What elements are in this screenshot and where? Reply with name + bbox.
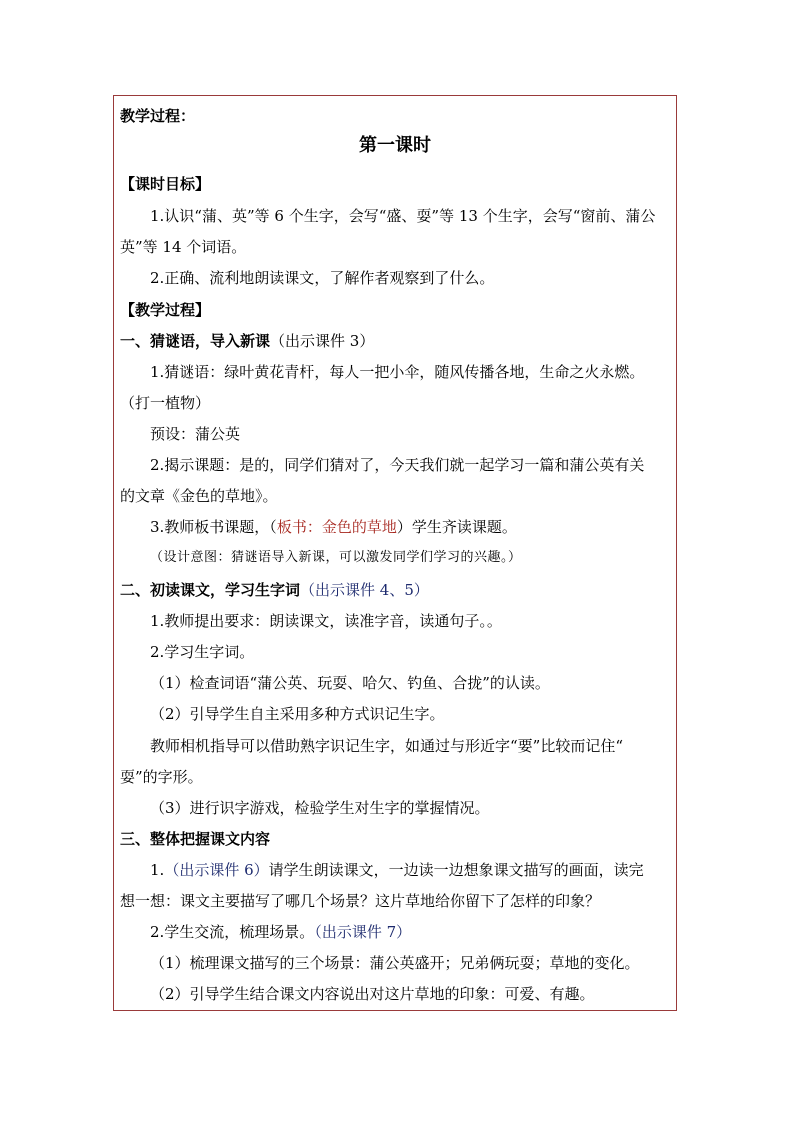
sec1-line-1a: 1.猜谜语：绿叶黄花青杆，每人一把小伞，随风传播各地，生命之火永燃。 (150, 363, 645, 381)
sec3-step-1: （1）梳理课文描写的三个场景：蒲公英盛开；兄弟俩玩耍；草地的变化。 (150, 954, 640, 972)
sec1-line-2a: 2.揭示课题：是的，同学们猜对了，今天我们就一起学习一篇和蒲公英有关 (150, 456, 645, 474)
sec1-line-1b: （打一植物） (120, 394, 211, 412)
sec2-step-1: （1）检查词语“蒲公英、玩耍、哈欠、钓鱼、合拢”的认读。 (150, 674, 550, 692)
sec3-line-1b: 想一想：课文主要描写了哪几个场景？这片草地给你留下了怎样的印象？ (120, 892, 601, 910)
sec3-ref-1: （出示课件 6） (164, 861, 269, 879)
sec1-line-3-pre: 3.教师板书课题，（ (150, 518, 277, 536)
sec3-heading: 三、整体把握课文内容 (120, 830, 271, 848)
sec1-line-2b: 的文章《金色的草地》。 (120, 487, 278, 505)
sec3-line-1a (150, 860, 644, 880)
sec2-guide-a: 教师相机指导可以借助熟字识记生字，如通过与形近字“要”比较而记住“ (150, 737, 624, 755)
board-text: 板书：金色的草地 (276, 518, 397, 536)
sec2-title: 二、初读课文，学习生字词 (120, 581, 301, 599)
sec1-heading (120, 331, 374, 351)
goal-1-line-1: 1.认识“蒲、英”等 6 个生字，会写“盛、耍”等 13 个生字，会写“窗前、蒲公 (150, 207, 656, 225)
sec1-ref: （出示课件 3） (270, 332, 375, 350)
sec1-line-3-post: ）学生齐读课题。 (396, 518, 517, 536)
goals-label: 【课时目标】 (120, 175, 211, 193)
sec3-line-1-post: 请学生朗读课文，一边读一边想象课文描写的画面，读完 (268, 861, 644, 879)
sec2-heading (120, 580, 429, 600)
sec3-line-1-pre: 1. (150, 861, 165, 879)
lesson-plan-table (113, 95, 677, 1011)
section-heading: 教学过程： (120, 107, 196, 125)
sec2-guide-b: 耍”的字形。 (120, 768, 203, 786)
sec1-line-3 (150, 517, 517, 537)
sec1-preset: 预设：蒲公英 (150, 425, 241, 443)
sec3-line-2 (150, 922, 411, 942)
sec3-ref-2: （出示课件 7） (314, 923, 412, 941)
sec2-step-2: （2）引导学生自主采用多种方式识记生字。 (150, 705, 445, 723)
goal-2: 2.正确、流利地朗读课文，了解作者观察到了什么。 (150, 269, 495, 287)
sec3-line-2-pre: 2.学生交流，梳理场景。 (150, 923, 315, 941)
sec2-line-2: 2.学习生字词。 (150, 643, 255, 661)
page-title: 第一课时 (359, 135, 431, 156)
sec2-line-1: 1.教师提出要求：朗读课文，读准字音，读通句子。。 (150, 612, 502, 630)
goal-1-line-2: 英”等 14 个词语。 (120, 238, 247, 256)
design-note: （设计意图：猜谜语导入新课，可以激发同学们学习的兴趣。） (150, 550, 522, 565)
sec3-step-2: （2）引导学生结合课文内容说出对这片草地的印象：可爱、有趣。 (150, 985, 595, 1003)
process-label: 【教学过程】 (120, 301, 211, 319)
sec2-ref: （出示课件 4、5） (300, 581, 429, 599)
sec1-title: 一、猜谜语，导入新课 (120, 332, 271, 350)
sec2-step-3: （3）进行识字游戏，检验学生对生字的掌握情况。 (150, 799, 490, 817)
